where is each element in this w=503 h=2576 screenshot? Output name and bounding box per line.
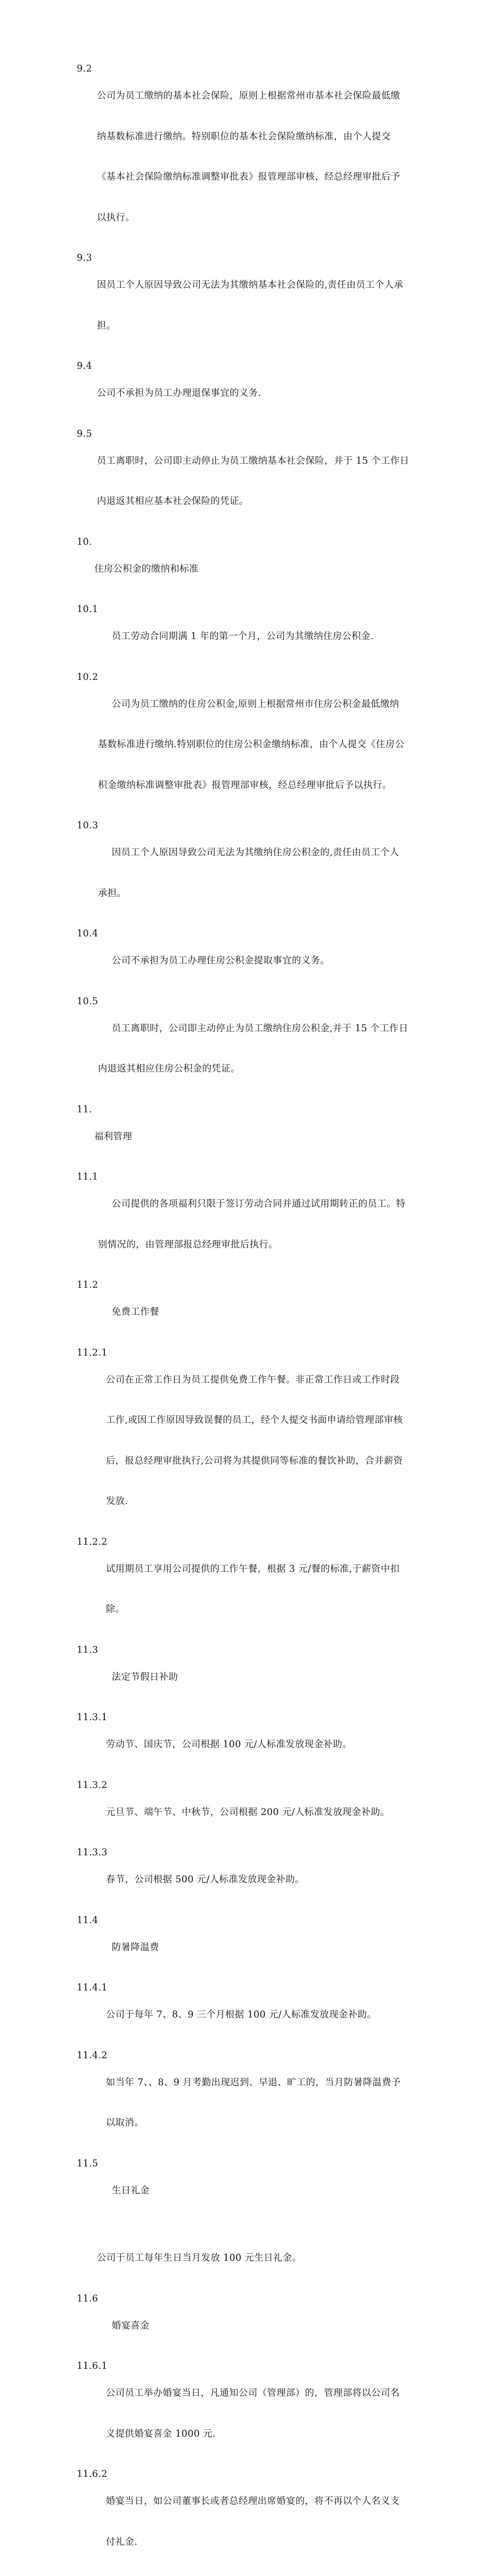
clause-11-5-body	[0, 2225, 503, 2292]
clause-text	[106, 1536, 400, 1644]
clause-line: 因员工个人原因导致公司无法为其缴纳住房公积金的,责任由员工个人	[112, 847, 399, 858]
clause-line: 试用期员工享用公司提供的工作午餐，根据 3 元/餐的标准,于薪资中扣	[106, 1563, 400, 1574]
clause-9-3	[0, 252, 503, 360]
clause-number: 11.2.2	[77, 1536, 108, 1547]
clause-text	[97, 428, 409, 536]
clause-line: 公司在正常工作日为员工提供免费工作午餐。非正常工作日或工作时段	[106, 1374, 400, 1385]
clause-line: 工作,或因工作原因导致误餐的员工，经个人提交书面申请给管理部审核	[106, 1415, 403, 1426]
clause-line: 公司不承担为员工办理住房公积金提取事宜的义务。	[112, 955, 330, 966]
clause-line: 公司为员工缴纳的基本社会保险，原则上根据常州市基本社会保险最低缴	[97, 91, 400, 101]
clause-text	[112, 2292, 150, 2360]
clause-line: 公司员工举办婚宴当日，凡通知公司（管理部）的，管理部将以公司名	[106, 2388, 400, 2398]
clause-line: 生日礼金	[112, 2185, 150, 2196]
clause-line: 公司不承担为员工办理退保事宜的义务.	[97, 388, 262, 399]
clause-11-3	[0, 1644, 503, 1712]
clause-11-2	[0, 1279, 503, 1347]
clause-line: 因员工个人原因导致公司无法为其缴纳基本社会保险的,责任由员工个人承	[97, 280, 403, 290]
clause-text	[97, 252, 403, 360]
clause-text	[112, 1914, 159, 1982]
clause-line: 公司于每年 7、8、9 三个月根据 100 元/人标准发放现金补助。	[106, 2010, 377, 2020]
clause-line: 基数标准进行缴纳.特别职位的住房公积金缴纳标准，由个人提交《住房公	[98, 739, 405, 750]
clause-line: 春节，公司根据 500 元/人标准发放现金补助。	[106, 1874, 305, 1885]
clause-11-5	[0, 2157, 503, 2225]
section-11-heading	[0, 1103, 503, 1171]
clause-11-6	[0, 2292, 503, 2360]
clause-text	[112, 1279, 159, 1347]
clause-10-1	[0, 603, 503, 671]
section-title-line: 住房公积金的缴纳和标准	[94, 563, 199, 574]
clause-11-4-1	[0, 1981, 503, 2049]
clause-number: 11.2.1	[77, 1347, 108, 1358]
clause-11-4-2	[0, 2049, 503, 2157]
clause-text	[112, 927, 330, 995]
clause-line: 担。	[97, 320, 116, 331]
clause-number: 11.3.2	[77, 1780, 108, 1791]
clause-line: 以取消。	[106, 2118, 144, 2128]
clause-text	[106, 2049, 401, 2157]
clause-line: 付礼金.	[106, 2536, 138, 2547]
clause-text	[112, 2157, 150, 2225]
clause-line: 劳动节、国庆节，公司根据 100 元/人标准发放现金补助。	[106, 1739, 352, 1750]
clause-9-4	[0, 360, 503, 428]
clause-line: 公司为员工缴纳的住房公积金,原则上根据常州市住房公积金最低缴纳	[112, 698, 399, 710]
clause-10-5	[0, 995, 503, 1103]
clause-line: 以执行。	[97, 212, 135, 223]
clause-number: 11.6	[77, 2293, 98, 2304]
clause-line: 如当年 7、、8、9 月考勤出现迟到、早退、旷工的，当月防暑降温费予	[106, 2077, 401, 2088]
clause-11-4	[0, 1914, 503, 1982]
clause-line: 积金缴纳标准调整审批表》报管理部审核，经总经理审批后予以执行。	[98, 780, 392, 791]
clause-text	[106, 1711, 352, 1779]
clause-line: 免费工作餐	[112, 1307, 159, 1317]
clause-number: 9.5	[77, 428, 93, 439]
clause-10-2	[0, 671, 503, 820]
clause-number: 11.6.1	[77, 2361, 108, 2371]
clause-line: 法定节假日补助	[112, 1671, 178, 1683]
clause-11-3-3	[0, 1846, 503, 1914]
clause-number: 10.4	[77, 928, 98, 939]
document-page	[0, 63, 503, 2576]
section-title-line: 福利管理	[94, 1131, 132, 1142]
clause-number: 9.3	[77, 253, 93, 263]
clause-11-6-2	[0, 2468, 503, 2576]
clause-text	[97, 2225, 302, 2292]
clause-number: 11.4.2	[77, 2050, 108, 2061]
clause-9-2	[0, 63, 503, 252]
section-title	[94, 1103, 132, 1171]
clause-number: 10.3	[77, 820, 98, 831]
clause-line: 别情况的，由管理部报总经理审批后执行。	[98, 1239, 279, 1250]
clause-line: 员工劳动合同期满 1 年的第一个月，公司为其缴纳住房公积金.	[112, 631, 374, 642]
clause-line: 内退返其相应基本社会保险的凭证。	[97, 496, 249, 507]
clause-text	[112, 1644, 178, 1712]
clause-number: 11.2	[77, 1280, 98, 1290]
clause-text	[106, 1779, 390, 1847]
section-title	[94, 536, 199, 604]
clause-line: 公司提供的各项福利只限于签订劳动合同并通过试用期转正的员工。特	[112, 1199, 406, 1209]
section-number: 10.	[77, 536, 93, 547]
clause-10-3	[0, 819, 503, 927]
clause-line: 除。	[106, 1604, 125, 1615]
clause-text	[98, 819, 399, 927]
clause-line: 防暑降温费	[112, 1942, 159, 1953]
clause-line: 《基本社会保险缴纳标准调整审批表》报管理部审核，经总经理审批后予	[97, 172, 400, 182]
clause-11-1	[0, 1171, 503, 1279]
clause-number: 10.5	[77, 996, 98, 1007]
clause-11-2-1	[0, 1347, 503, 1536]
clause-number: 11.3	[77, 1644, 98, 1656]
clause-line: 员工离职时，公司即主动停止为员工缴纳基本社会保险，并于 15 个工作日	[97, 455, 409, 466]
clause-line: 纳基数标准进行缴纳。特别职位的基本社会保险缴纳标准，由个人提交	[97, 131, 391, 142]
clause-text	[98, 1171, 406, 1279]
clause-number: 10.1	[77, 604, 98, 615]
clause-number	[77, 2225, 97, 2292]
clause-number: 11.1	[77, 1172, 98, 1182]
clause-line: 公司于员工每年生日当月发放 100 元生日礼金。	[97, 2253, 302, 2263]
clause-11-2-2	[0, 1536, 503, 1644]
clause-text	[106, 1846, 304, 1914]
section-number: 11.	[77, 1104, 93, 1115]
clause-line: 义提供婚宴喜金 1000 元.	[106, 2428, 216, 2439]
clause-number: 9.2	[77, 64, 93, 74]
clause-number: 11.6.2	[77, 2469, 108, 2480]
clause-line: 内退返其相应住房公积金的凭证。	[98, 1064, 240, 1074]
clause-9-5	[0, 428, 503, 536]
clause-text	[112, 603, 374, 671]
clause-line: 后，报总经理审批执行,公司将为其提供同等标准的餐饮补助，合并薪资	[106, 1455, 403, 1466]
clause-text	[98, 995, 408, 1103]
clause-text	[97, 63, 400, 252]
clause-text	[106, 2468, 400, 2576]
clause-number: 11.5	[77, 2158, 98, 2169]
clause-11-3-1	[0, 1711, 503, 1779]
clause-text	[97, 360, 261, 428]
clause-line: 承担。	[98, 888, 127, 899]
clause-line: 婚宴喜金	[112, 2320, 150, 2331]
clause-line: 婚宴当日，如公司董事长或者总经理出席婚宴的，将不再以个人名义支	[106, 2496, 400, 2507]
section-10-heading	[0, 536, 503, 604]
clause-text	[106, 1981, 376, 2049]
clause-number: 11.4	[77, 1915, 98, 1926]
clause-text	[106, 1347, 403, 1536]
clause-11-3-2	[0, 1779, 503, 1847]
clause-11-6-1	[0, 2360, 503, 2468]
clause-line: 员工离职时，公司即主动停止为员工缴纳住房公积金,并于 15 个工作日	[112, 1023, 409, 1034]
clause-number: 11.3.3	[77, 1847, 108, 1858]
clause-number: 10.2	[77, 671, 98, 683]
clause-line: 元旦节、端午节、中秋节，公司根据 200 元/人标准发放现金补助。	[106, 1807, 390, 1818]
clause-line: 发放.	[106, 1496, 128, 1507]
clause-number: 9.4	[77, 361, 93, 371]
clause-text	[106, 2360, 400, 2468]
clause-number: 11.4.1	[77, 1982, 108, 1993]
clause-text	[98, 671, 405, 820]
clause-10-4	[0, 927, 503, 995]
clause-number: 11.3.1	[77, 1712, 108, 1723]
